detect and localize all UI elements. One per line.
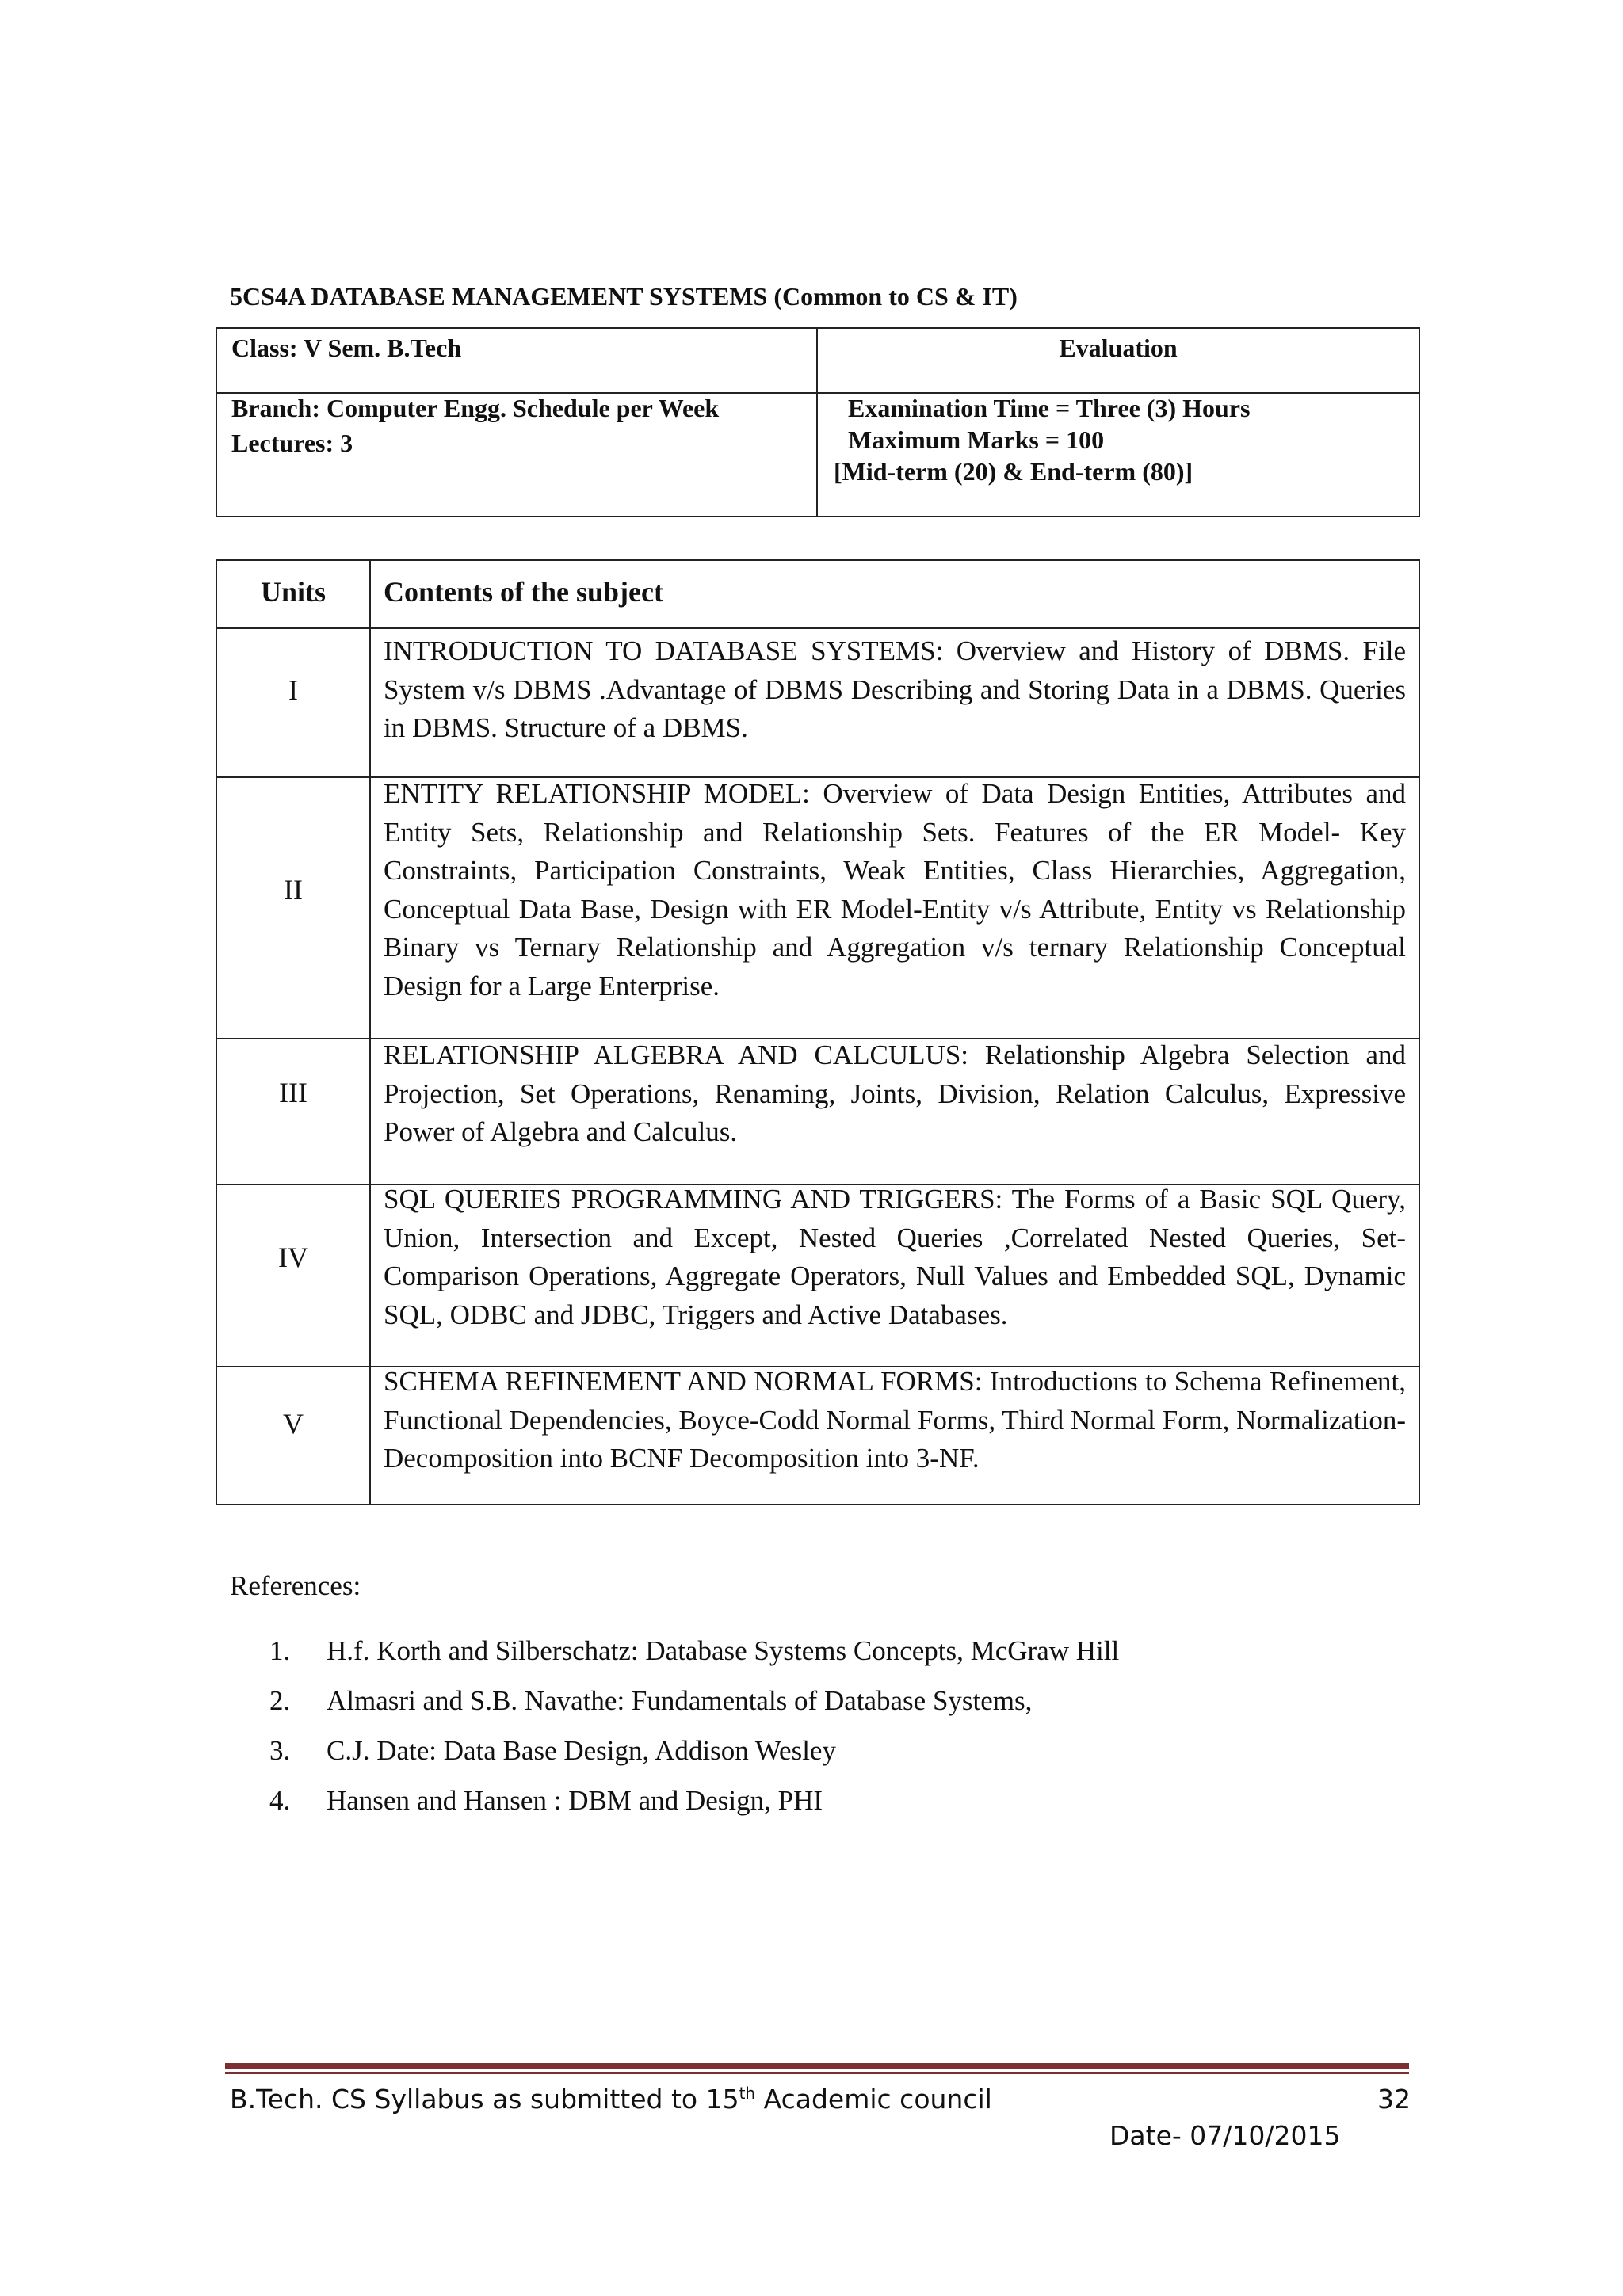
unit-content: ENTITY RELATIONSHIP MODEL: Overview of Data Design Entities, Attributes and Entity Sets, Relationship and Relationship Sets. Features of the ER Model- Key Constraints, Participation Constraints, Weak Entities, Class Hierarchies, Aggregation, Conceptual Data Base, Design with ER Model-Entity v/s Attribute, Entity vs Relationship Binary vs Ternary Relationship and Aggregation v/s ternary Relationship Conceptual Design for a Large Enterprise. bbox=[384, 778, 1406, 1001]
row-divider bbox=[217, 627, 1419, 629]
unit-number: II bbox=[284, 874, 303, 906]
reference-text: H.f. Korth and Silberschatz: Database Systems Concepts, McGraw Hill bbox=[327, 1635, 1120, 1666]
reference-number: 4. bbox=[269, 1785, 291, 1816]
references-list bbox=[269, 1634, 1119, 1833]
branch-label: Branch: Computer Engg. Schedule per Week bbox=[231, 394, 720, 422]
footer-text-end: Academic council bbox=[755, 2084, 992, 2115]
reference-item bbox=[269, 1684, 1119, 1733]
reference-item bbox=[269, 1634, 1119, 1684]
unit-number: I bbox=[288, 674, 298, 706]
marks-split: [Mid-term (20) & End-term (80)] bbox=[834, 457, 1193, 486]
unit-number: V bbox=[283, 1408, 304, 1440]
course-info-table bbox=[216, 327, 1420, 517]
footer-rule bbox=[225, 2063, 1409, 2069]
footer-text-main: B.Tech. CS Syllabus as submitted to 15 bbox=[230, 2084, 739, 2115]
reference-text: Hansen and Hansen : DBM and Design, PHI bbox=[327, 1785, 823, 1816]
exam-time: Examination Time = Three (3) Hours bbox=[848, 394, 1251, 422]
footer-rule bbox=[225, 2072, 1409, 2074]
references-title: References: bbox=[230, 1570, 361, 1601]
reference-number: 3. bbox=[269, 1735, 291, 1766]
column-divider bbox=[369, 561, 371, 1504]
course-title: 5CS4A DATABASE MANAGEMENT SYSTEMS (Common to CS & IT) bbox=[230, 282, 1018, 311]
unit-content: SQL QUERIES PROGRAMMING AND TRIGGERS: The Forms of a Basic SQL Query, Union, Intersection and Except, Nested Queries ,Correlated Nested Queries, Set-Comparison Operations, Aggregate Operators, Null Values and Embedded SQL, Dynamic SQL, ODBC and JDBC, Triggers and Active Databases. bbox=[384, 1184, 1406, 1330]
unit-number: III bbox=[279, 1077, 307, 1108]
footer-date: Date- 07/10/2015 bbox=[1109, 2120, 1341, 2151]
evaluation-heading: Evaluation bbox=[1059, 334, 1178, 362]
page-number: 32 bbox=[1377, 2084, 1411, 2115]
units-table bbox=[216, 559, 1420, 1505]
reference-number: 1. bbox=[269, 1635, 291, 1666]
unit-number: IV bbox=[278, 1241, 308, 1273]
footer-superscript: th bbox=[739, 2084, 756, 2103]
unit-content: INTRODUCTION TO DATABASE SYSTEMS: Overview and History of DBMS. File System v/s DBMS .Advantage of DBMS Describing and Storing Data in a DBMS. Queries in DBMS. Structure of a DBMS. bbox=[384, 635, 1406, 743]
footer-text bbox=[230, 2084, 992, 2115]
lectures-label: Lectures: 3 bbox=[231, 429, 353, 457]
reference-number: 2. bbox=[269, 1685, 291, 1716]
unit-content: SCHEMA REFINEMENT AND NORMAL FORMS: Introductions to Schema Refinement, Functional Dependencies, Boyce-Codd Normal Forms, Third Normal Form, Normalization-Decomposition into BCNF Decomposition into 3-NF. bbox=[384, 1366, 1406, 1474]
unit-content: RELATIONSHIP ALGEBRA AND CALCULUS: Relationship Algebra Selection and Projection, Set Operations, Renaming, Joints, Division, Relation Calculus, Expressive Power of Algebra and Calculus. bbox=[384, 1039, 1406, 1147]
reference-text: Almasri and S.B. Navathe: Fundamentals of Database Systems, bbox=[327, 1685, 1033, 1716]
max-marks: Maximum Marks = 100 bbox=[848, 425, 1105, 454]
reference-item bbox=[269, 1783, 1119, 1833]
contents-header: Contents of the subject bbox=[384, 576, 663, 608]
class-label: Class: V Sem. B.Tech bbox=[231, 334, 462, 362]
reference-text: C.J. Date: Data Base Design, Addison Wesley bbox=[327, 1735, 836, 1766]
reference-item bbox=[269, 1733, 1119, 1783]
units-header: Units bbox=[260, 576, 327, 608]
